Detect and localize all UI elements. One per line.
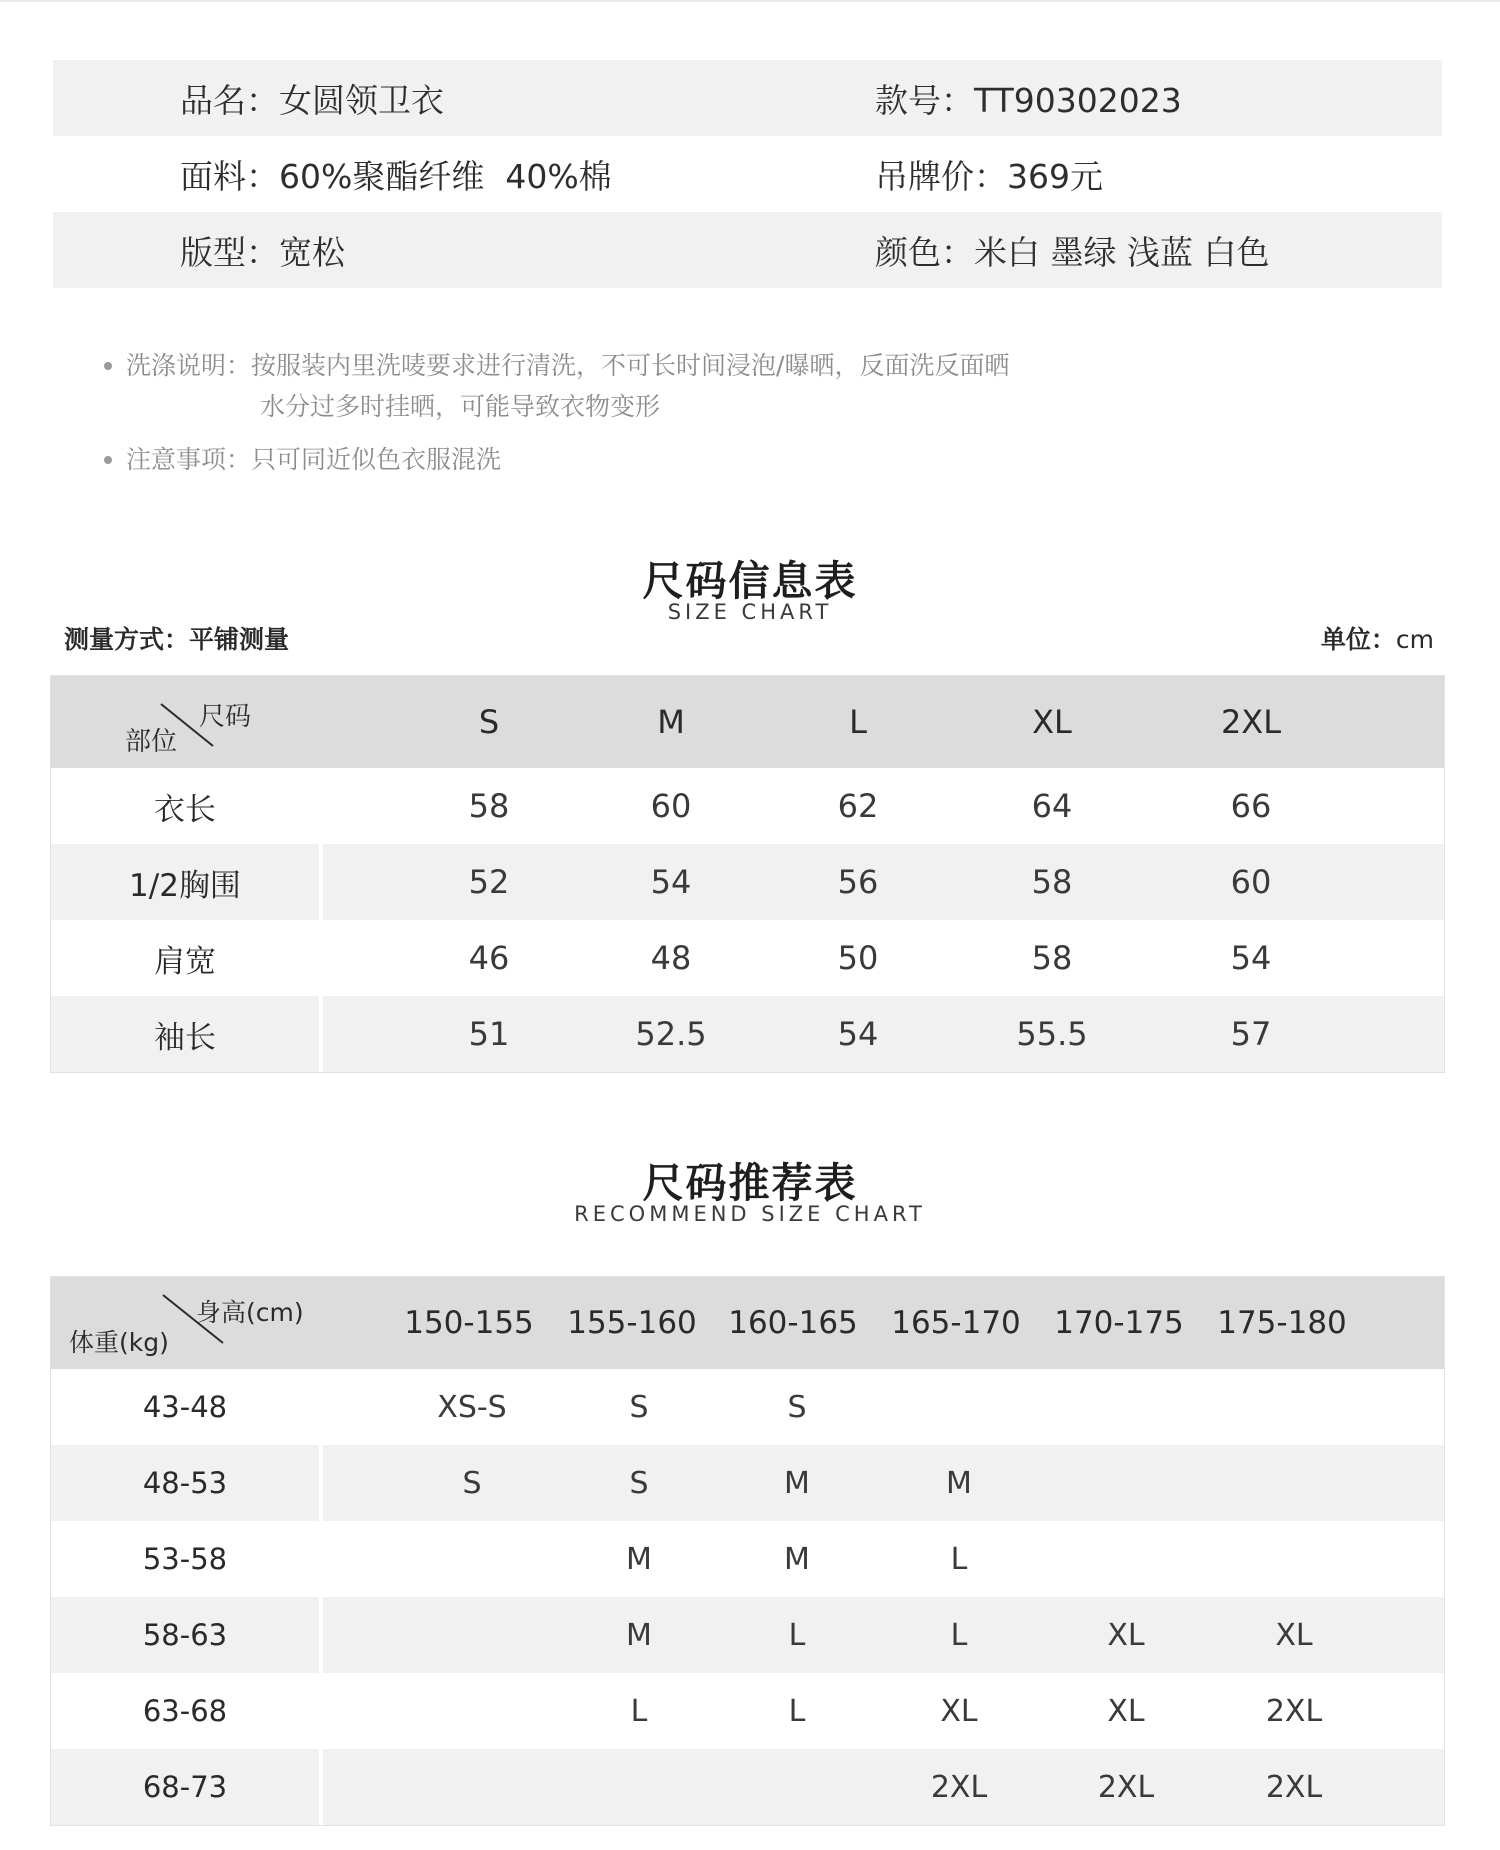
product-info-table [53, 60, 1442, 288]
measure-method: 测量方式：平铺测量 [64, 625, 290, 654]
unit-label: 单位：cm [1320, 625, 1434, 654]
top-divider [0, 0, 1500, 2]
table-cell: L [950, 1541, 968, 1577]
corner-cell [51, 1277, 323, 1369]
caution-note: 注意事项：只可同近似色衣服混洗 [100, 439, 1009, 480]
table-cell: M [784, 1541, 810, 1577]
table-cell: L [788, 1617, 806, 1653]
table-cell [1046, 1445, 1206, 1521]
table-cell: 66 [1230, 787, 1272, 825]
row-weight-label: 48-53 [51, 1445, 323, 1521]
table-cell: 64 [1031, 787, 1073, 825]
table-cell: 51 [468, 1015, 510, 1053]
table-row [51, 1445, 1444, 1521]
table-cell: XS-S [437, 1389, 507, 1425]
table-cell: 52 [468, 863, 510, 901]
table-cell: 2XL [1097, 1769, 1155, 1805]
row-weight-label: 43-48 [51, 1369, 323, 1445]
table-cell: M [626, 1541, 652, 1577]
table-cell [1046, 1521, 1206, 1597]
table-cell: 54 [1230, 939, 1272, 977]
table-cell: L [788, 1693, 806, 1729]
height-header-cell: 165-170 [891, 1305, 1021, 1341]
table-cell: 60 [650, 787, 692, 825]
table-row [51, 768, 1444, 844]
table-cell: 50 [837, 939, 879, 977]
size-header-cell: L [849, 703, 867, 741]
recommend-chart-subtitle: RECOMMEND SIZE CHART [574, 1202, 926, 1226]
row-part-label: 袖长 [51, 996, 323, 1072]
size-header-cell: M [657, 703, 685, 741]
table-cell [1214, 1369, 1374, 1445]
wash-instructions: 洗涤说明：按服装内里洗唛要求进行清洗，不可长时间浸泡/曝晒，反面洗反面晒 水分过多时挂晒，可能导致衣物变形 [100, 345, 1009, 427]
info-row-fit [53, 212, 1442, 288]
size-chart-title: 尺码信息表 [642, 557, 858, 605]
table-cell: 48 [650, 939, 692, 977]
table-cell: M [784, 1465, 810, 1501]
table-cell: L [950, 1617, 968, 1653]
table-cell: XL [1107, 1693, 1145, 1729]
table-cell: 2XL [1265, 1769, 1323, 1805]
table-cell [392, 1749, 552, 1825]
row-weight-label: 68-73 [51, 1749, 323, 1825]
row-part-label: 肩宽 [51, 920, 323, 996]
row-weight-label: 63-68 [51, 1673, 323, 1749]
table-cell [717, 1749, 877, 1825]
table-cell: 55.5 [1016, 1015, 1088, 1053]
height-header-cell: 150-155 [404, 1305, 534, 1341]
corner-label-part: 部位 [125, 727, 178, 757]
product-colors: 颜色：米白 墨绿 浅蓝 白色 [875, 232, 1270, 272]
table-cell: XL [1107, 1617, 1145, 1653]
table-row [51, 1597, 1444, 1673]
recommend-chart-header [51, 1277, 1444, 1369]
product-fabric: 面料：60%聚酯纤维 40%棉 [180, 156, 612, 196]
table-cell: XL [1275, 1617, 1313, 1653]
size-header-cell: XL [1032, 703, 1072, 741]
size-chart-table [50, 675, 1445, 1073]
table-cell [559, 1749, 719, 1825]
info-row-fabric [53, 136, 1442, 212]
size-header-cell: 2XL [1220, 703, 1282, 741]
table-row [51, 1749, 1444, 1825]
product-fit: 版型：宽松 [180, 232, 345, 272]
table-cell: 56 [837, 863, 879, 901]
height-header-cell: 155-160 [567, 1305, 697, 1341]
bullet-icon [104, 456, 112, 464]
size-header-cell: S [478, 703, 500, 741]
recommend-chart-table [50, 1276, 1445, 1826]
corner-label-size: 尺码 [199, 702, 252, 732]
product-style-number: 款号：TT90302023 [875, 80, 1182, 120]
table-row [51, 920, 1444, 996]
table-cell: S [462, 1465, 482, 1501]
table-cell: 62 [837, 787, 879, 825]
bullet-icon [104, 362, 112, 370]
table-cell [879, 1369, 1039, 1445]
table-cell [1214, 1445, 1374, 1521]
table-cell: S [629, 1465, 649, 1501]
table-cell: 57 [1230, 1015, 1272, 1053]
row-weight-label: 53-58 [51, 1521, 323, 1597]
product-name: 品名：女圆领卫衣 [180, 80, 444, 120]
table-cell: M [946, 1465, 972, 1501]
table-cell [1214, 1521, 1374, 1597]
table-cell: 58 [468, 787, 510, 825]
row-part-label: 1/2胸围 [51, 844, 323, 920]
table-cell [392, 1673, 552, 1749]
table-cell: 52.5 [635, 1015, 707, 1053]
table-cell: S [787, 1389, 807, 1425]
care-notes [100, 345, 1009, 480]
recommend-chart-title: 尺码推荐表 [642, 1159, 858, 1207]
table-cell: 60 [1230, 863, 1272, 901]
table-cell [392, 1521, 552, 1597]
table-cell: 2XL [930, 1769, 988, 1805]
table-row [51, 844, 1444, 920]
height-header-cell: 160-165 [728, 1305, 858, 1341]
table-cell: L [630, 1693, 648, 1729]
info-row-name [53, 60, 1442, 136]
table-cell [1046, 1369, 1206, 1445]
table-row [51, 1673, 1444, 1749]
table-row [51, 1521, 1444, 1597]
table-cell: XL [940, 1693, 978, 1729]
table-cell: 46 [468, 939, 510, 977]
size-chart-header [51, 676, 1444, 768]
table-cell: 58 [1031, 863, 1073, 901]
table-cell: 2XL [1265, 1693, 1323, 1729]
size-chart-subtitle: SIZE CHART [667, 600, 833, 624]
corner-label-weight: 体重(kg) [69, 1328, 169, 1357]
table-cell: 58 [1031, 939, 1073, 977]
table-cell: M [626, 1617, 652, 1653]
row-part-label: 衣长 [51, 768, 323, 844]
product-price: 吊牌价：369元 [875, 156, 1103, 196]
table-cell: 54 [837, 1015, 879, 1053]
table-row [51, 1369, 1444, 1445]
corner-cell [51, 676, 323, 768]
row-weight-label: 58-63 [51, 1597, 323, 1673]
corner-label-height: 身高(cm) [196, 1298, 304, 1327]
table-row [51, 996, 1444, 1072]
height-header-cell: 170-175 [1054, 1305, 1184, 1341]
diagonal-line [51, 676, 323, 768]
height-header-cell: 175-180 [1217, 1305, 1347, 1341]
table-cell: 54 [650, 863, 692, 901]
table-cell [392, 1597, 552, 1673]
table-cell: S [629, 1389, 649, 1425]
